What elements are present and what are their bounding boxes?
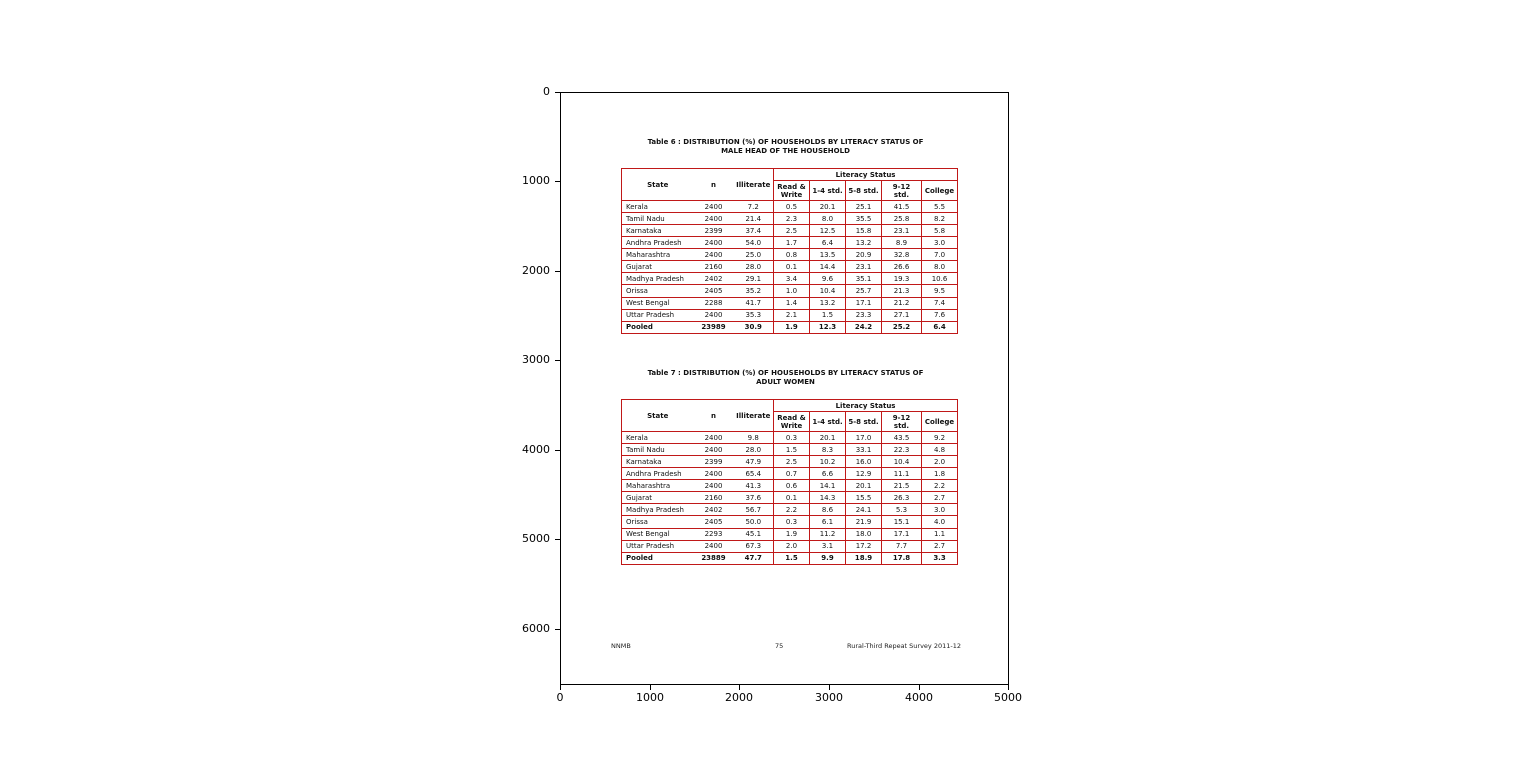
value-cell: 28.0: [734, 261, 774, 273]
value-cell: 12.3: [810, 321, 846, 333]
value-cell: 8.6: [810, 504, 846, 516]
value-cell: 4.0: [922, 516, 958, 528]
value-cell: 9.2: [922, 432, 958, 444]
value-cell: 2.1: [774, 309, 810, 321]
value-cell: 23.1: [882, 225, 922, 237]
column-header-5-8-std: 5-8 std.: [846, 412, 882, 432]
value-cell: 41.7: [734, 297, 774, 309]
value-cell: 3.0: [922, 504, 958, 516]
value-cell: 2400: [694, 480, 734, 492]
value-cell: 12.9: [846, 468, 882, 480]
value-cell: 3.3: [922, 552, 958, 564]
value-cell: 20.1: [810, 201, 846, 213]
value-cell: 25.0: [734, 249, 774, 261]
value-cell: 10.4: [810, 285, 846, 297]
table-row: [622, 249, 958, 261]
value-cell: 23889: [694, 552, 734, 564]
x-axis-tick-label: 1000: [636, 691, 664, 704]
table-row: [622, 432, 958, 444]
state-cell: West Bengal: [622, 297, 694, 309]
value-cell: 2399: [694, 225, 734, 237]
value-cell: 13.2: [810, 297, 846, 309]
value-cell: 17.1: [882, 528, 922, 540]
value-cell: 21.5: [882, 480, 922, 492]
value-cell: 43.5: [882, 432, 922, 444]
value-cell: 2293: [694, 528, 734, 540]
state-cell: Andhra Pradesh: [622, 468, 694, 480]
value-cell: 8.3: [810, 444, 846, 456]
column-header-5-8-std: 5-8 std.: [846, 181, 882, 201]
value-cell: 2.7: [922, 492, 958, 504]
column-header-state: State: [647, 411, 669, 420]
table7: [621, 399, 958, 565]
y-axis-tick-label: 0: [543, 85, 550, 98]
value-cell: 18.0: [846, 528, 882, 540]
value-cell: 32.8: [882, 249, 922, 261]
table-row: [622, 321, 958, 333]
value-cell: 1.9: [774, 528, 810, 540]
value-cell: 9.9: [810, 552, 846, 564]
value-cell: 1.5: [774, 552, 810, 564]
value-cell: 2.2: [774, 504, 810, 516]
x-tick-mark: [919, 685, 920, 690]
value-cell: 8.0: [922, 261, 958, 273]
value-cell: 2400: [694, 237, 734, 249]
value-cell: 7.4: [922, 297, 958, 309]
value-cell: 1.9: [774, 321, 810, 333]
value-cell: 0.6: [774, 480, 810, 492]
value-cell: 9.6: [810, 273, 846, 285]
value-cell: 17.0: [846, 432, 882, 444]
value-cell: 41.3: [734, 480, 774, 492]
plot-area: [560, 92, 1009, 685]
value-cell: 0.1: [774, 492, 810, 504]
table-row: [622, 273, 958, 285]
state-cell: Karnataka: [622, 225, 694, 237]
value-cell: 56.7: [734, 504, 774, 516]
table7-title-line1: Table 7 : DISTRIBUTION (%) OF HOUSEHOLDS BY LITERACY STATUS OF: [647, 369, 924, 377]
value-cell: 17.8: [882, 552, 922, 564]
column-header-n: n: [711, 180, 716, 189]
value-cell: 18.9: [846, 552, 882, 564]
value-cell: 1.5: [774, 444, 810, 456]
value-cell: 2160: [694, 261, 734, 273]
value-cell: 14.4: [810, 261, 846, 273]
value-cell: 0.1: [774, 261, 810, 273]
table-row: [622, 225, 958, 237]
value-cell: 47.9: [734, 456, 774, 468]
value-cell: 8.0: [810, 213, 846, 225]
value-cell: 27.1: [882, 309, 922, 321]
value-cell: 35.5: [846, 213, 882, 225]
value-cell: 10.4: [882, 456, 922, 468]
value-cell: 50.0: [734, 516, 774, 528]
value-cell: 28.0: [734, 444, 774, 456]
table-row: [622, 309, 958, 321]
value-cell: 24.1: [846, 504, 882, 516]
value-cell: 25.7: [846, 285, 882, 297]
x-tick-mark: [1008, 685, 1009, 690]
value-cell: 2.0: [774, 540, 810, 552]
column-header-1-4-std: 1-4 std.: [810, 181, 846, 201]
value-cell: 3.4: [774, 273, 810, 285]
value-cell: 14.3: [810, 492, 846, 504]
value-cell: 19.3: [882, 273, 922, 285]
table6-title: [561, 138, 1010, 156]
value-cell: 5.5: [922, 201, 958, 213]
value-cell: 2400: [694, 444, 734, 456]
y-axis-tick-label: 2000: [522, 264, 550, 277]
value-cell: 0.3: [774, 516, 810, 528]
value-cell: 2402: [694, 504, 734, 516]
state-cell: Andhra Pradesh: [622, 237, 694, 249]
state-cell: Karnataka: [622, 456, 694, 468]
table-row: [622, 213, 958, 225]
value-cell: 10.6: [922, 273, 958, 285]
state-cell: Uttar Pradesh: [622, 540, 694, 552]
column-header-illiterate: Illiterate: [736, 411, 771, 420]
value-cell: 17.2: [846, 540, 882, 552]
table7-title-line2: ADULT WOMEN: [756, 377, 815, 386]
value-cell: 23.3: [846, 309, 882, 321]
state-cell: Tamil Nadu: [622, 213, 694, 225]
table-row: [622, 444, 958, 456]
value-cell: 2.0: [922, 456, 958, 468]
value-cell: 21.3: [882, 285, 922, 297]
value-cell: 7.6: [922, 309, 958, 321]
value-cell: 22.3: [882, 444, 922, 456]
value-cell: 33.1: [846, 444, 882, 456]
table7-title: [561, 369, 1010, 387]
value-cell: 5.8: [922, 225, 958, 237]
value-cell: 4.8: [922, 444, 958, 456]
value-cell: 2.3: [774, 213, 810, 225]
column-group-literacy-status: Literacy Status: [774, 169, 958, 181]
value-cell: 2400: [694, 309, 734, 321]
value-cell: 13.2: [846, 237, 882, 249]
table-row: [622, 516, 958, 528]
state-cell: Tamil Nadu: [622, 444, 694, 456]
value-cell: 35.3: [734, 309, 774, 321]
value-cell: 35.1: [846, 273, 882, 285]
value-cell: 37.4: [734, 225, 774, 237]
table-row: [622, 480, 958, 492]
value-cell: 17.1: [846, 297, 882, 309]
footer-page-number: 75: [775, 642, 784, 650]
state-cell: Maharashtra: [622, 480, 694, 492]
value-cell: 20.1: [810, 432, 846, 444]
value-cell: 24.2: [846, 321, 882, 333]
value-cell: 8.9: [882, 237, 922, 249]
value-cell: 21.4: [734, 213, 774, 225]
value-cell: 7.7: [882, 540, 922, 552]
column-header-9-12-std: 9-12 std.: [882, 181, 922, 201]
value-cell: 2.7: [922, 540, 958, 552]
value-cell: 25.1: [846, 201, 882, 213]
value-cell: 2400: [694, 468, 734, 480]
value-cell: 1.7: [774, 237, 810, 249]
table-row: [622, 201, 958, 213]
value-cell: 41.5: [882, 201, 922, 213]
column-header-college: College: [922, 181, 958, 201]
column-header-college: College: [922, 412, 958, 432]
value-cell: 0.3: [774, 432, 810, 444]
value-cell: 3.0: [922, 237, 958, 249]
value-cell: 35.2: [734, 285, 774, 297]
value-cell: 45.1: [734, 528, 774, 540]
value-cell: 12.5: [810, 225, 846, 237]
table-row: [622, 261, 958, 273]
value-cell: 65.4: [734, 468, 774, 480]
value-cell: 2399: [694, 456, 734, 468]
table-row: [622, 456, 958, 468]
x-tick-mark: [829, 685, 830, 690]
value-cell: 54.0: [734, 237, 774, 249]
column-header-1-4-std: 1-4 std.: [810, 412, 846, 432]
value-cell: 30.9: [734, 321, 774, 333]
table-row: [622, 552, 958, 564]
value-cell: 21.9: [846, 516, 882, 528]
state-cell: Pooled: [622, 321, 694, 333]
value-cell: 3.1: [810, 540, 846, 552]
value-cell: 2.2: [922, 480, 958, 492]
value-cell: 2405: [694, 285, 734, 297]
value-cell: 7.2: [734, 201, 774, 213]
value-cell: 2.5: [774, 456, 810, 468]
column-header-n: n: [711, 411, 716, 420]
value-cell: 23.1: [846, 261, 882, 273]
state-cell: Gujarat: [622, 492, 694, 504]
y-axis-tick-label: 4000: [522, 443, 550, 456]
table-row: [622, 285, 958, 297]
x-axis-tick-label: 5000: [994, 691, 1022, 704]
table6-title-line1: Table 6 : DISTRIBUTION (%) OF HOUSEHOLDS BY LITERACY STATUS OF: [647, 138, 924, 146]
state-cell: Pooled: [622, 552, 694, 564]
x-axis-tick-label: 0: [556, 691, 564, 704]
value-cell: 6.1: [810, 516, 846, 528]
value-cell: 1.1: [922, 528, 958, 540]
value-cell: 2400: [694, 540, 734, 552]
state-cell: Kerala: [622, 432, 694, 444]
x-tick-mark: [650, 685, 651, 690]
state-cell: Uttar Pradesh: [622, 309, 694, 321]
value-cell: 15.5: [846, 492, 882, 504]
y-axis-tick-label: 1000: [522, 174, 550, 187]
value-cell: 25.2: [882, 321, 922, 333]
y-axis-tick-label: 6000: [522, 622, 550, 635]
value-cell: 13.5: [810, 249, 846, 261]
state-cell: Gujarat: [622, 261, 694, 273]
state-cell: Orissa: [622, 285, 694, 297]
value-cell: 1.0: [774, 285, 810, 297]
value-cell: 6.4: [810, 237, 846, 249]
y-axis-tick-label: 5000: [522, 532, 550, 545]
value-cell: 5.3: [882, 504, 922, 516]
value-cell: 9.8: [734, 432, 774, 444]
value-cell: 7.0: [922, 249, 958, 261]
value-cell: 2400: [694, 249, 734, 261]
table7-container: [621, 399, 957, 565]
footer-survey-label: Rural-Third Repeat Survey 2011-12: [847, 642, 961, 650]
state-cell: Maharashtra: [622, 249, 694, 261]
column-header-9-12-std: 9-12 std.: [882, 412, 922, 432]
value-cell: 2402: [694, 273, 734, 285]
value-cell: 11.2: [810, 528, 846, 540]
value-cell: 0.7: [774, 468, 810, 480]
x-axis-tick-label: 4000: [905, 691, 933, 704]
column-header-read-write: Read & Write: [774, 412, 810, 432]
column-header-read-write: Read & Write: [774, 181, 810, 201]
value-cell: 37.6: [734, 492, 774, 504]
value-cell: 0.5: [774, 201, 810, 213]
value-cell: 47.7: [734, 552, 774, 564]
x-tick-mark: [739, 685, 740, 690]
table-row: [622, 297, 958, 309]
state-cell: Madhya Pradesh: [622, 504, 694, 516]
table-row: [622, 540, 958, 552]
state-cell: Kerala: [622, 201, 694, 213]
column-group-literacy-status: Literacy Status: [774, 400, 958, 412]
table-row: [622, 504, 958, 516]
value-cell: 2288: [694, 297, 734, 309]
table-row: [622, 492, 958, 504]
value-cell: 26.6: [882, 261, 922, 273]
value-cell: 9.5: [922, 285, 958, 297]
value-cell: 10.2: [810, 456, 846, 468]
table-row: [622, 528, 958, 540]
value-cell: 16.0: [846, 456, 882, 468]
x-axis-tick-label: 2000: [725, 691, 753, 704]
value-cell: 25.8: [882, 213, 922, 225]
value-cell: 21.2: [882, 297, 922, 309]
value-cell: 2.5: [774, 225, 810, 237]
value-cell: 6.4: [922, 321, 958, 333]
value-cell: 23989: [694, 321, 734, 333]
y-axis-tick-label: 3000: [522, 353, 550, 366]
x-axis-tick-label: 3000: [815, 691, 843, 704]
value-cell: 1.8: [922, 468, 958, 480]
value-cell: 2400: [694, 432, 734, 444]
value-cell: 67.3: [734, 540, 774, 552]
table6: [621, 168, 958, 334]
state-cell: West Bengal: [622, 528, 694, 540]
x-tick-mark: [560, 685, 561, 690]
page-footer: [561, 642, 1010, 654]
table6-title-line2: MALE HEAD OF THE HOUSEHOLD: [721, 146, 850, 155]
document-page: [561, 93, 1010, 684]
value-cell: 2160: [694, 492, 734, 504]
value-cell: 1.5: [810, 309, 846, 321]
table6-container: [621, 168, 957, 334]
column-header-illiterate: Illiterate: [736, 180, 771, 189]
value-cell: 0.8: [774, 249, 810, 261]
value-cell: 2400: [694, 213, 734, 225]
state-cell: Madhya Pradesh: [622, 273, 694, 285]
footer-org-label: NNMB: [611, 642, 631, 650]
value-cell: 20.9: [846, 249, 882, 261]
state-cell: Orissa: [622, 516, 694, 528]
value-cell: 2405: [694, 516, 734, 528]
value-cell: 8.2: [922, 213, 958, 225]
value-cell: 15.1: [882, 516, 922, 528]
value-cell: 1.4: [774, 297, 810, 309]
table-row: [622, 468, 958, 480]
column-header-state: State: [647, 180, 669, 189]
value-cell: 6.6: [810, 468, 846, 480]
value-cell: 15.8: [846, 225, 882, 237]
value-cell: 11.1: [882, 468, 922, 480]
value-cell: 14.1: [810, 480, 846, 492]
value-cell: 2400: [694, 201, 734, 213]
value-cell: 26.3: [882, 492, 922, 504]
table-row: [622, 237, 958, 249]
value-cell: 29.1: [734, 273, 774, 285]
value-cell: 20.1: [846, 480, 882, 492]
